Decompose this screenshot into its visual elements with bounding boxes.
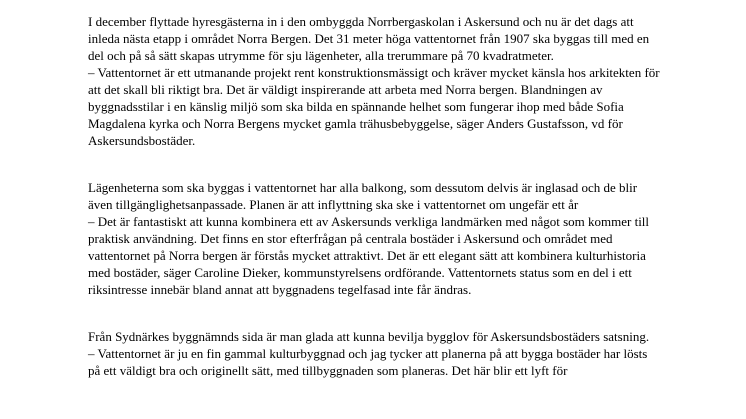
paragraph-apartments: Lägenheterna som ska byggas i vattentornet har alla balkong, som dessutom delvis är inglasad och de blir även tillgänglighetsanpassade. Planen är att inflyttning ska ske i vattentornet om ungefär ett år xyxy=(88,180,641,212)
paragraph-building-committee: Från Sydnärkes byggnämnds sida är man glada att kunna bevilja bygglov för Askersundsbostäders satsning. xyxy=(88,329,650,344)
paragraph-intro: I december flyttade hyresgästerna in i den ombyggda Norrbergaskolan i Askersund och nu är det dags att inleda nästa etapp i området Norra Bergen. Det 31 meter höga vattentornet från 1907 ska byggas till med en del och på så sätt skapas utrymme för sju lägenheter, alla trerummare på 70 kvadratmeter. xyxy=(88,14,653,63)
paragraph-quote-anders-gustafsson: – Vattentornet är ett utmanande projekt rent konstruktionsmässigt och kräver mycket känsla hos arkitekten för att det skall bli riktigt bra. Det är väldigt inspirerande att arbeta med Norra bergen. Blandningen av byggnadsstilar i en känslig miljö som ska bilda en spännande helhet som fungerar ihop med både Sofia Magdalena kyrka och Norra Bergens mycket gamla trähusbebyggelse, säger Anders Gustafsson, vd för Askersundsbostäder. xyxy=(88,65,663,148)
paragraph-quote-caroline-dieker: – Det är fantastiskt att kunna kombinera ett av Askersunds verkliga landmärken med något som kommer till praktisk användning. Det finns en stor efterfrågan på centrala bostäder i Askersund och området med vattentornet på Norra bergen är förstås mycket attraktivt. Det är ett elegant sätt att kombinera kulturhistoria med bostäder, säger Caroline Dieker, kommunstyrelsens ordförande. Vattentornets status som en del i ett riksintresse innebär bland annat att byggnadens tegelfasad inte får ändras. xyxy=(88,214,653,297)
paragraph-quote-building-committee: – Vattentornet är ju en fin gammal kulturbyggnad och jag tycker att planerna på att bygga bostäder har lösts på ett väldigt bra och originellt sätt, med tillbyggnaden som planeras. Det här blir ett lyft för xyxy=(88,346,651,378)
